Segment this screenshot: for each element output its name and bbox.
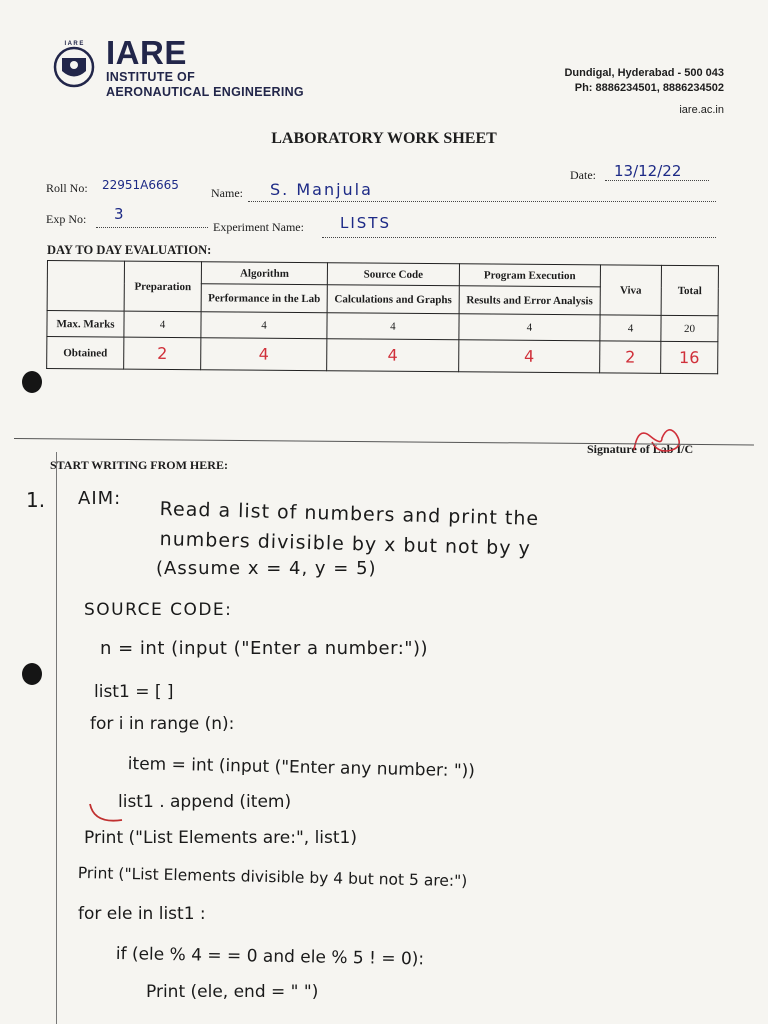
question-number: 1. — [26, 488, 46, 512]
col-algorithm: Algorithm — [201, 262, 327, 285]
col-viva: Viva — [600, 265, 661, 315]
date-label: Date: — [570, 168, 596, 182]
code-line: Print ("List Elements divisible by 4 but not 5 are:") — [77, 864, 468, 891]
margin-line — [56, 452, 57, 1024]
signature-label: Signature of Lab I/C — [587, 442, 694, 456]
code-line: if (ele % 4 = = 0 and ele % 5 ! = 0): — [115, 944, 425, 970]
max-total: 20 — [661, 315, 718, 341]
max-program-execution: 4 — [459, 314, 600, 341]
col-performance: Performance in the Lab — [201, 284, 327, 313]
evaluation-table — [46, 260, 719, 374]
start-writing-label: START WRITING FROM HERE: — [50, 458, 228, 472]
row-max-marks-label: Max. Marks — [47, 311, 124, 338]
aim-line: numbers divisible by x but not by y — [159, 528, 532, 560]
obtained-source-code: 4 — [327, 339, 459, 372]
roll-value: 22951A6665 — [102, 178, 179, 192]
date-value: 13/12/22 — [614, 162, 682, 180]
code-line: n = int (input ("Enter a number:")) — [100, 638, 429, 659]
roll-label: Roll No: — [46, 181, 88, 195]
col-preparation: Preparation — [124, 261, 201, 312]
code-line: list1 . append (item) — [118, 792, 292, 812]
binder-hole — [22, 663, 42, 685]
institute-name-line1: INSTITUTE OF — [106, 70, 196, 84]
code-line: Print (ele, end = " ") — [146, 982, 319, 1002]
row-obtained-label: Obtained — [47, 337, 124, 370]
max-preparation: 4 — [124, 311, 201, 338]
exp-name-value: LISTS — [340, 214, 391, 232]
code-line: item = int (input ("Enter any number: ")) — [127, 754, 476, 782]
code-line: for i in range (n): — [90, 714, 235, 734]
obtained-algorithm: 4 — [201, 338, 327, 371]
name-label: Name: — [211, 186, 243, 200]
exp-no-value: 3 — [114, 205, 124, 223]
svg-text:I A R E: I A R E — [64, 41, 84, 47]
max-source-code: 4 — [327, 313, 459, 340]
iare-logo — [52, 38, 96, 88]
website: iare.ac.in — [679, 104, 724, 116]
code-line: for ele in list1 : — [78, 904, 206, 924]
obtained-preparation: 2 — [124, 337, 201, 370]
aim-line: Read a list of numbers and print the — [159, 498, 540, 530]
aim-label: AIM: — [78, 488, 122, 509]
col-total: Total — [661, 265, 718, 315]
indent-arrow — [86, 800, 126, 830]
aim-line: (Assume x = 4, y = 5) — [156, 558, 377, 579]
exp-no-label: Exp No: — [46, 212, 87, 226]
code-line: Print ("List Elements are:", list1) — [84, 828, 357, 848]
binder-hole — [22, 371, 42, 393]
address-line: Dundigal, Hyderabad - 500 043 — [564, 67, 724, 79]
phone-line: Ph: 8886234501, 8886234502 — [574, 82, 724, 94]
col-calculations: Calculations and Graphs — [327, 285, 459, 314]
name-value: S. Manjula — [270, 180, 373, 199]
exp-name-label: Experiment Name: — [213, 220, 304, 234]
institute-name-line2: AERONAUTICAL ENGINEERING — [106, 85, 304, 99]
table-corner-cell — [47, 261, 124, 312]
code-line: list1 = [ ] — [94, 682, 174, 702]
obtained-viva: 2 — [600, 341, 661, 373]
max-viva: 4 — [600, 315, 661, 341]
source-code-label: SOURCE CODE: — [84, 600, 233, 620]
col-program-execution: Program Execution — [459, 264, 600, 287]
exp-no-line — [96, 215, 208, 228]
obtained-total: 16 — [661, 341, 718, 373]
signature-mark — [628, 420, 692, 460]
max-algorithm: 4 — [201, 312, 327, 339]
evaluation-heading: DAY TO DAY EVALUATION: — [47, 243, 212, 257]
institute-abbr: IARE — [106, 34, 187, 71]
obtained-program-execution: 4 — [458, 340, 600, 373]
page-title: LABORATORY WORK SHEET — [271, 130, 497, 147]
col-source-code: Source Code — [327, 263, 459, 286]
col-results: Results and Error Analysis — [459, 286, 600, 315]
